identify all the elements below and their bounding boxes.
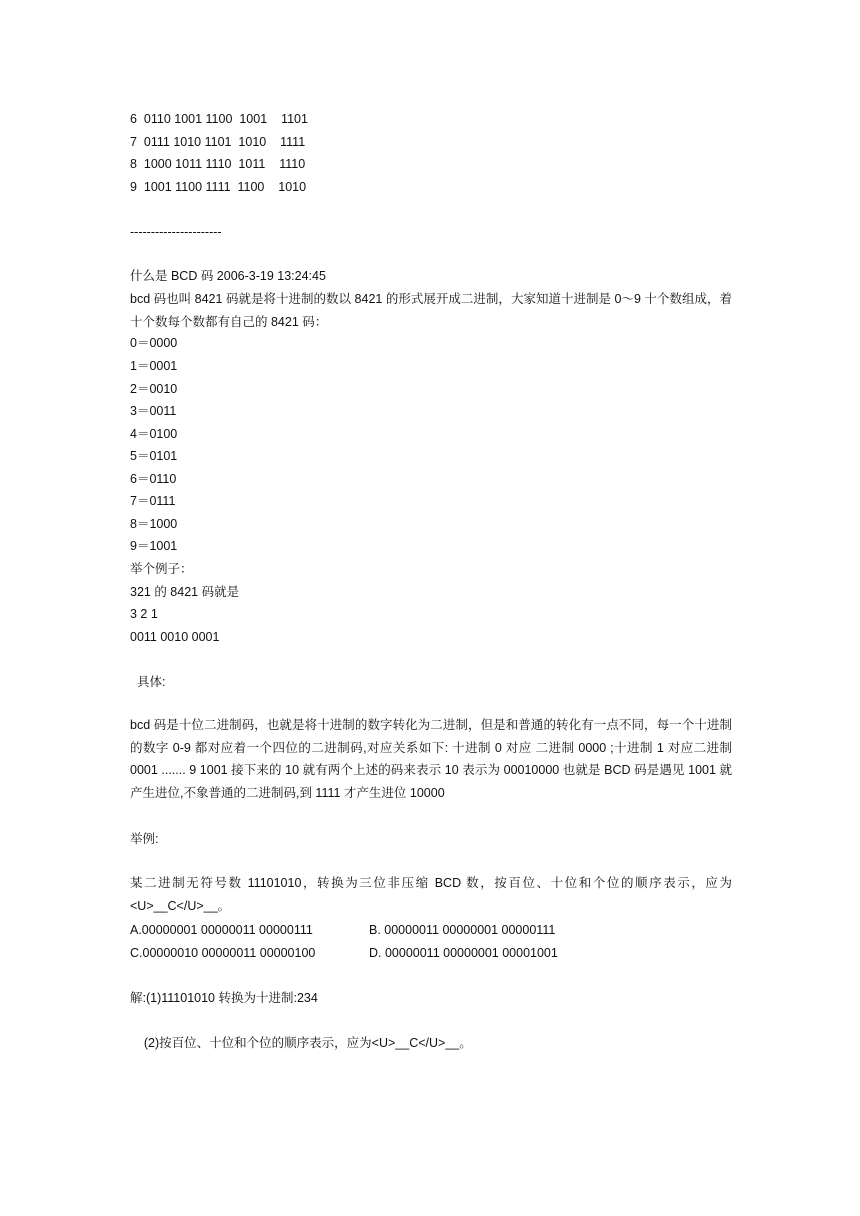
specific-paragraph: bcd 码是十位二进制码，也就是将十进制的数字转化为二进制，但是和普通的转化有一点不同，每一个十进制的数字 0-9 都对应着一个四位的二进制码,对应关系如下: 十进制 0 对应 二进制 0000 ;十进制 1 对应二进制 0001 ....... 9 1001 接下来的 10 就有两个上述的码来表示 10 表示为 00010000 也就是 BCD 码是遇见 1001 就产生进位,不象普通的二进制码,到 1111 才产生进位 10000	[130, 718, 732, 800]
specific-label: 具体:	[130, 675, 166, 689]
example-line: 321 的 8421 码就是	[130, 585, 240, 599]
example-line: 3 2 1	[130, 607, 158, 621]
code-item: 5＝0101	[130, 449, 178, 463]
intro-paragraph: bcd 码也叫 8421 码就是将十进制的数以 8421 的形式展开成二进制，大家知道十进制是 0～9 十个数组成，着十个数每个数都有自己的 8421 码：	[130, 292, 732, 329]
table-row: 6 0110 1001 1100 1001 1101	[130, 112, 308, 126]
solution-step-2: (2)按百位、十位和个位的顺序表示，应为<U>__C</U>__。	[130, 1036, 472, 1050]
example2-label: 举例:	[130, 832, 159, 846]
example-label: 举个例子：	[130, 562, 193, 576]
option-d: D. 00000011 00000001 00001001	[369, 946, 558, 960]
table-row: 7 0111 1010 1101 1010 1111	[130, 135, 306, 149]
code-item: 4＝0100	[130, 427, 178, 441]
code-item: 7＝0111	[130, 494, 176, 508]
code-item: 8＝1000	[130, 517, 178, 531]
separator-line: ----------------------	[130, 225, 222, 239]
code-item: 6＝0110	[130, 472, 177, 486]
table-row: 9 1001 1100 1111 1100 1010	[130, 180, 307, 194]
code-item: 1＝0001	[130, 359, 178, 373]
option-c: C.00000010 00000011 00000100	[130, 946, 316, 960]
table-row: 8 1000 1011 1110 1011 1110	[130, 157, 306, 171]
option-b: B. 00000011 00000001 00000111	[369, 923, 556, 937]
code-item: 3＝0011	[130, 404, 177, 418]
example-line: 0011 0010 0001	[130, 630, 220, 644]
section-heading: 什么是 BCD 码 2006-3-19 13:24:45	[130, 269, 326, 283]
code-item: 9＝1001	[130, 539, 178, 553]
solution-step-1: 解:(1)11101010 转换为十进制:234	[130, 991, 318, 1005]
option-a: A.00000001 00000011 00000111	[130, 923, 313, 937]
code-item: 0＝0000	[130, 336, 178, 350]
question-paragraph: 某二进制无符号数 11101010，转换为三位非压缩 BCD 数，按百位、十位和个位的顺序表示，应为<U>__C</U>__。	[130, 876, 732, 913]
code-item: 2＝0010	[130, 382, 178, 396]
